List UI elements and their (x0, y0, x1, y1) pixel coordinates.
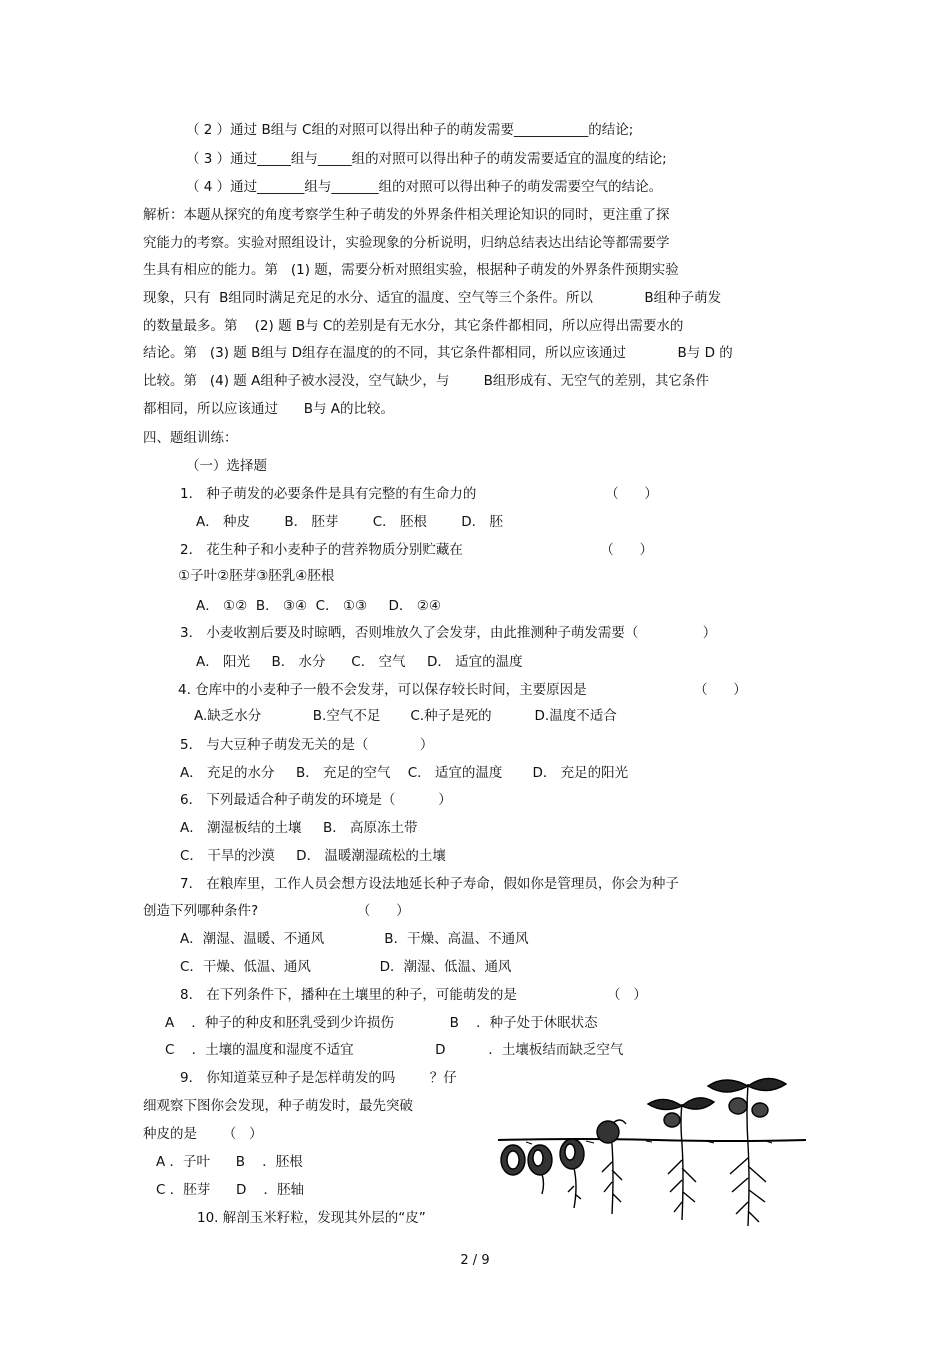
analysis-line: 结论。第 (3) 题 B组与 D组存在温度的的不同，其它条件都相同，所以应该通过 B与 D 的 (143, 345, 733, 361)
question-line: 9． 你知道菜豆种子是怎样萌发的吗 ？仔 (180, 1070, 457, 1086)
question-line: 8． 在下列条件下，播种在土壤里的种子，可能萌发的是 （ ） (180, 987, 647, 1003)
option-line: A． 阳光 B． 水分 C． 空气 D． 适宜的温度 (196, 654, 523, 670)
question-line: 6． 下列最适合种子萌发的环境是（ ） (180, 792, 452, 808)
analysis-line: 的数量最多。第 (2) 题 B与 C的差别是有无水分，其它条件都相同，所以应得出需要水的 (143, 318, 684, 334)
analysis-line: 究能力的考察。实验对照组设计，实验现象的分析说明，归纳总结表达出结论等都需要学 (143, 235, 670, 251)
analysis-line: 生具有相应的能力。第 (1) 题，需要分析对照组实验，根据种子萌发的外界条件预期实验 (143, 262, 679, 278)
option-line: A． 充足的水分 B． 充足的空气 C． 适宜的温度 D． 充足的阳光 (180, 765, 629, 781)
question-line: 1． 种子萌发的必要条件是具有完整的有生命力的 （ ） (180, 486, 658, 502)
seed-germination-illustration (496, 1070, 812, 1230)
option-line: C． 干旱的沙漠 D． 温暖潮湿疏松的土壤 (180, 848, 446, 864)
option-line: A． 潮湿板结的土壤 B． 高原冻土带 (180, 820, 418, 836)
option-line: C．干燥、低温、通风 D．潮湿、低温、通风 (180, 959, 512, 975)
option-line: A．潮湿、温暖、不通风 B．干燥、高温、不通风 (180, 931, 529, 947)
analysis-line: 比较。第 (4) 题 A组种子被水浸没，空气缺少，与 B组形成有、无空气的差别，其它条件 (143, 373, 709, 389)
subsection-heading: （一）选择题 (186, 458, 267, 474)
question-line: 细观察下图你会发现，种子萌发时，最先突破 (143, 1098, 413, 1114)
option-line: C ．胚芽 D ．胚轴 (156, 1182, 305, 1198)
option-line: A ．种子的种皮和胚乳受到少许损伤 B ．种子处于休眠状态 (165, 1015, 598, 1031)
question-line: 10. 解剖玉米籽粒，发现其外层的“皮” (197, 1210, 426, 1226)
question-line: 5． 与大豆种子萌发无关的是（ ） (180, 737, 434, 753)
question-line: 种皮的是 （ ） (143, 1126, 263, 1142)
option-line: A ．子叶 B ．胚根 (156, 1154, 303, 1170)
analysis-line: 现象，只有 B组同时满足充足的水分、适宜的温度、空气等三个条件。所以 B组种子萌发 (143, 290, 722, 306)
section-heading: 四、题组训练： (143, 430, 238, 446)
question-line: 创造下列哪种条件? （ ） (143, 903, 410, 919)
text-line: （ 2 ）通过 B组与 C组的对照可以得出种子的萌发需要___________的结论; (186, 122, 634, 138)
option-line: A.缺乏水分 B.空气不足 C.种子是死的 D.温度不适合 (194, 708, 617, 724)
text-line: （ 4 ）通过_______组与_______组的对照可以得出种子的萌发需要空气的结论。 (186, 179, 663, 195)
option-line: C ．土壤的温度和湿度不适宜 D ．土壤板结而缺乏空气 (165, 1042, 624, 1058)
question-line: 4. 仓库中的小麦种子一般不会发芽，可以保存较长时间，主要原因是 （ ） (178, 682, 747, 698)
question-line: 7． 在粮库里，工作人员会想方设法地延长种子寿命，假如你是管理员，你会为种子 (180, 876, 679, 892)
question-line: 3． 小麦收割后要及时晾晒，否则堆放久了会发芽，由此推测种子萌发需要（ ） (180, 625, 717, 641)
option-line: A． ①② B． ③④ C． ①③ D． ②④ (196, 598, 441, 614)
analysis-line: 都相同，所以应该通过 B与 A的比较。 (143, 401, 395, 417)
question-line: 2． 花生种子和小麦种子的营养物质分别贮藏在 （ ） (180, 542, 653, 558)
page-number: 2 / 9 (460, 1253, 490, 1268)
analysis-line: 解析：本题从探究的角度考察学生种子萌发的外界条件相关理论知识的同时，更注重了探 (143, 207, 670, 223)
option-line: A． 种皮 B． 胚芽 C． 胚根 D． 胚 (196, 514, 503, 530)
option-line: ①子叶②胚芽③胚乳④胚根 (178, 568, 335, 584)
text-line: （ 3 ）通过_____组与_____组的对照可以得出种子的萌发需要适宜的温度的结论; (186, 151, 667, 167)
